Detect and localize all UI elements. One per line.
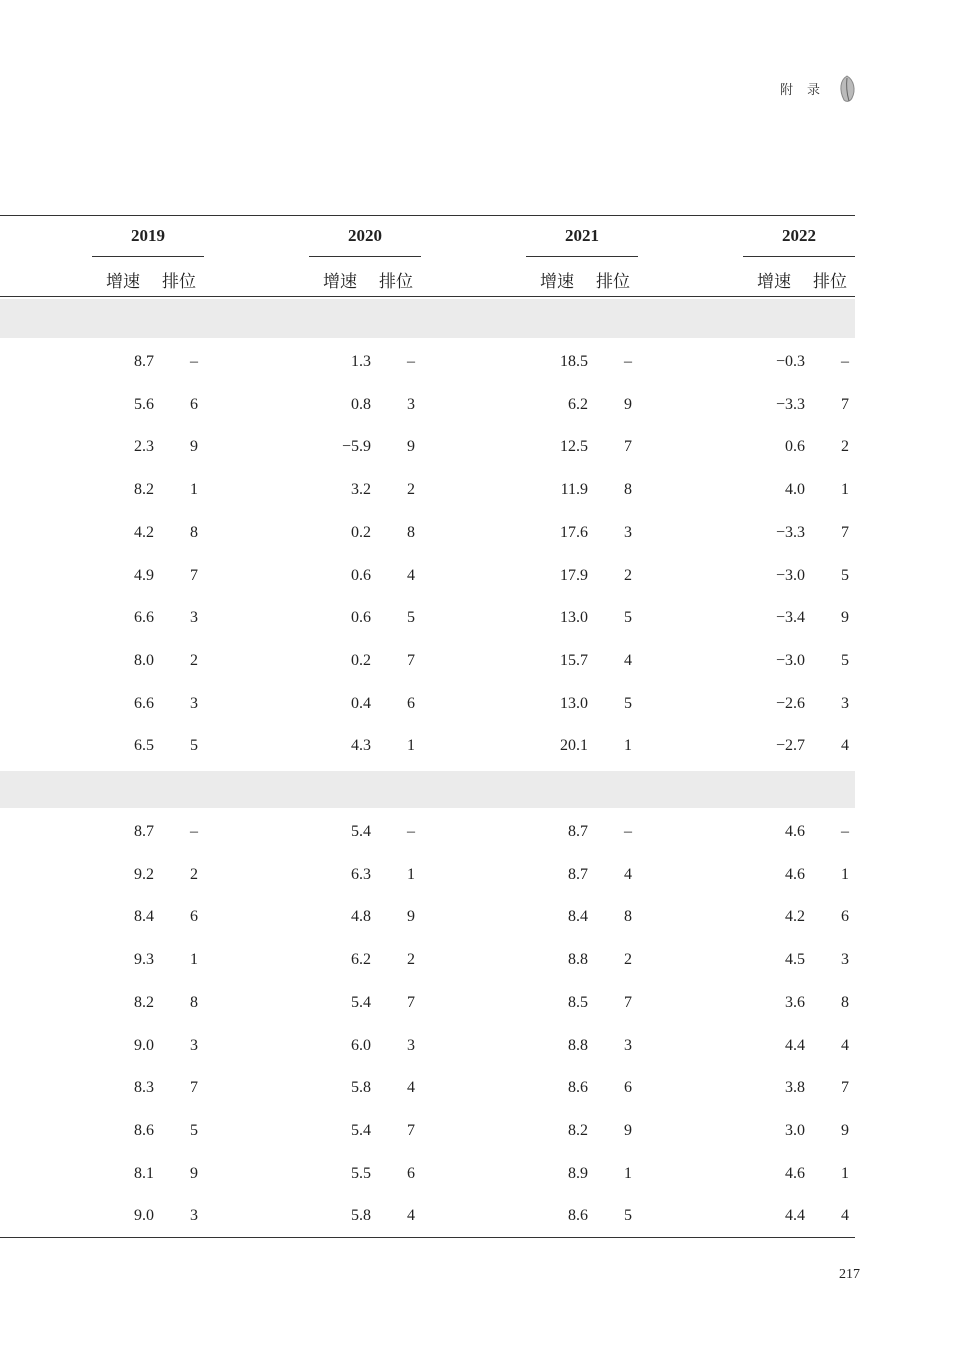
- growth-value: 4.9: [134, 566, 154, 584]
- rank-value: 4: [407, 566, 415, 584]
- rank-value: 7: [841, 523, 849, 541]
- table-row: [0, 390, 855, 420]
- table-row: [0, 646, 855, 676]
- growth-value: 8.7: [134, 823, 154, 840]
- year-header: 2022: [782, 226, 816, 245]
- page-number: 217: [839, 1267, 860, 1282]
- table-row: [0, 603, 855, 633]
- growth-value: 8.0: [134, 651, 154, 669]
- rank-value: 3: [841, 951, 849, 969]
- rank-value: 4: [407, 1207, 415, 1225]
- rank-value: 7: [190, 566, 198, 584]
- rank-value: 6: [407, 1164, 415, 1182]
- table-row: [0, 731, 855, 761]
- growth-value: 8.8: [568, 951, 588, 969]
- growth-label: 增速: [106, 272, 140, 291]
- growth-value: 3.8: [785, 1079, 805, 1097]
- table-row: [0, 945, 855, 975]
- table-row: [0, 432, 855, 462]
- growth-value: 6.0: [351, 1036, 371, 1054]
- growth-value: 17.6: [560, 523, 588, 541]
- growth-value: 4.4: [785, 1036, 805, 1054]
- growth-value: 3.0: [785, 1121, 805, 1139]
- rank-value: 8: [190, 993, 198, 1011]
- section-band-2: [0, 771, 855, 808]
- table-row: [0, 518, 855, 548]
- rank-value: 2: [190, 651, 198, 669]
- rank-value: 6: [624, 1079, 632, 1097]
- growth-value: 0.6: [351, 566, 371, 584]
- rank-value: 5: [841, 566, 849, 584]
- year-underline: [743, 256, 855, 257]
- growth-value: 15.7: [560, 651, 588, 669]
- year-underline: [309, 256, 421, 257]
- growth-value: −0.3: [775, 353, 805, 370]
- growth-value: 8.1: [134, 1164, 154, 1182]
- rank-value: –: [841, 823, 849, 840]
- growth-value: 0.8: [351, 395, 371, 413]
- growth-value: 9.0: [134, 1207, 154, 1225]
- growth-value: −3.3: [775, 523, 805, 541]
- growth-value: 13.0: [560, 609, 588, 627]
- table-row: [0, 475, 855, 505]
- year-underline: [526, 256, 638, 257]
- leaf-ornament-icon: [838, 74, 856, 104]
- rank-value: –: [190, 353, 198, 370]
- rank-value: 7: [407, 993, 415, 1011]
- rank-value: 1: [624, 737, 632, 755]
- rank-value: 3: [407, 395, 415, 413]
- rank-value: 2: [190, 865, 198, 883]
- growth-value: −3.0: [775, 651, 805, 669]
- growth-value: 20.1: [560, 737, 588, 755]
- rank-label: 排位: [379, 272, 413, 291]
- rank-value: 4: [841, 1036, 849, 1054]
- rank-label: 排位: [813, 272, 847, 291]
- rank-value: 8: [624, 908, 632, 926]
- growth-value: −2.7: [775, 737, 805, 755]
- growth-value: 9.0: [134, 1036, 154, 1054]
- rank-value: 5: [190, 1121, 198, 1139]
- growth-value: 4.2: [785, 908, 805, 926]
- rank-value: 6: [190, 395, 198, 413]
- growth-value: 8.8: [568, 1036, 588, 1054]
- rank-value: 3: [190, 1207, 198, 1225]
- rank-value: –: [407, 353, 415, 370]
- rank-value: 3: [190, 1036, 198, 1054]
- growth-value: 18.5: [560, 353, 588, 370]
- growth-value: 8.4: [134, 908, 154, 926]
- rank-value: 9: [190, 1164, 198, 1182]
- year-header: 2021: [565, 226, 599, 245]
- growth-value: 5.8: [351, 1079, 371, 1097]
- rank-value: 7: [624, 438, 632, 456]
- growth-value: 4.4: [785, 1207, 805, 1225]
- rank-value: 9: [841, 1121, 849, 1139]
- rank-value: 3: [624, 1036, 632, 1054]
- rank-value: 3: [624, 523, 632, 541]
- table-bottom-rule: [0, 1237, 855, 1238]
- growth-value: 4.2: [134, 523, 154, 541]
- growth-value: −3.0: [775, 566, 805, 584]
- rank-value: –: [407, 823, 415, 840]
- growth-value: 4.5: [785, 951, 805, 969]
- rank-value: 8: [841, 993, 849, 1011]
- growth-value: 6.2: [568, 395, 588, 413]
- rank-value: 5: [624, 694, 632, 712]
- rank-value: 8: [407, 523, 415, 541]
- growth-label: 增速: [757, 272, 791, 291]
- rank-value: 1: [841, 865, 849, 883]
- growth-value: 8.9: [568, 1164, 588, 1182]
- rank-value: 9: [624, 1121, 632, 1139]
- rank-label: 排位: [162, 272, 196, 291]
- growth-value: 8.6: [568, 1207, 588, 1225]
- rank-value: 3: [407, 1036, 415, 1054]
- rank-value: 3: [841, 694, 849, 712]
- rank-value: 1: [190, 481, 198, 499]
- growth-value: 5.4: [351, 823, 371, 840]
- rank-value: 6: [841, 908, 849, 926]
- table-row: [0, 1201, 855, 1231]
- rank-value: 5: [190, 737, 198, 755]
- rank-value: 1: [190, 951, 198, 969]
- growth-value: 4.6: [785, 823, 805, 840]
- rank-value: 7: [190, 1079, 198, 1097]
- growth-value: 8.4: [568, 908, 588, 926]
- growth-value: 6.3: [351, 865, 371, 883]
- rank-value: 2: [407, 481, 415, 499]
- growth-value: −3.3: [775, 395, 805, 413]
- rank-value: 7: [407, 1121, 415, 1139]
- growth-value: 1.3: [351, 353, 371, 370]
- rank-value: 3: [190, 609, 198, 627]
- growth-label: 增速: [323, 272, 357, 291]
- growth-value: 11.9: [560, 481, 588, 499]
- rank-value: –: [624, 823, 632, 840]
- growth-value: 5.8: [351, 1207, 371, 1225]
- growth-value: 4.6: [785, 865, 805, 883]
- growth-label: 增速: [540, 272, 574, 291]
- growth-value: 5.4: [351, 1121, 371, 1139]
- table-row: [0, 1159, 855, 1189]
- growth-value: 5.4: [351, 993, 371, 1011]
- growth-value: 5.5: [351, 1164, 371, 1182]
- growth-value: 8.2: [568, 1121, 588, 1139]
- rank-value: 1: [407, 737, 415, 755]
- rank-value: 7: [841, 395, 849, 413]
- table-row: [0, 1031, 855, 1061]
- year-underline: [92, 256, 204, 257]
- rank-value: 4: [407, 1079, 415, 1097]
- growth-value: 4.0: [785, 481, 805, 499]
- growth-value: 0.4: [351, 694, 371, 712]
- section-band-1: [0, 299, 855, 338]
- growth-value: 8.2: [134, 481, 154, 499]
- growth-value: 9.3: [134, 951, 154, 969]
- rank-value: 2: [624, 951, 632, 969]
- rank-label: 排位: [596, 272, 630, 291]
- growth-value: 9.2: [134, 865, 154, 883]
- growth-value: 8.7: [568, 865, 588, 883]
- growth-value: 3.6: [785, 993, 805, 1011]
- rank-value: 4: [624, 865, 632, 883]
- growth-value: 0.2: [351, 523, 371, 541]
- growth-value: 0.2: [351, 651, 371, 669]
- growth-value: 8.7: [134, 353, 154, 370]
- rank-value: 8: [190, 523, 198, 541]
- table-row: [0, 1073, 855, 1103]
- growth-value: 13.0: [560, 694, 588, 712]
- growth-value: 3.2: [351, 481, 371, 499]
- rank-value: 1: [841, 481, 849, 499]
- rank-value: 2: [407, 951, 415, 969]
- growth-value: −2.6: [775, 694, 805, 712]
- rank-value: 8: [624, 481, 632, 499]
- growth-value: 4.3: [351, 737, 371, 755]
- rank-value: –: [841, 353, 849, 370]
- table-header-rule: [0, 296, 855, 297]
- table-row: [0, 347, 855, 377]
- table-row: [0, 860, 855, 890]
- growth-value: 4.8: [351, 908, 371, 926]
- table-row: [0, 902, 855, 932]
- year-header: 2019: [131, 226, 165, 245]
- table-top-rule: [0, 215, 855, 216]
- rank-value: –: [190, 823, 198, 840]
- rank-value: 7: [407, 651, 415, 669]
- rank-value: 5: [407, 609, 415, 627]
- rank-value: –: [624, 353, 632, 370]
- rank-value: 6: [407, 694, 415, 712]
- rank-value: 4: [624, 651, 632, 669]
- rank-value: 5: [841, 651, 849, 669]
- growth-value: 8.3: [134, 1079, 154, 1097]
- table-row: [0, 817, 855, 847]
- rank-value: 1: [624, 1164, 632, 1182]
- growth-value: 2.3: [134, 438, 154, 456]
- rank-value: 6: [190, 908, 198, 926]
- table-row: [0, 561, 855, 591]
- rank-value: 9: [190, 438, 198, 456]
- growth-value: 8.2: [134, 993, 154, 1011]
- rank-value: 4: [841, 1207, 849, 1225]
- growth-value: 8.7: [568, 823, 588, 840]
- table-row: [0, 689, 855, 719]
- rank-value: 7: [841, 1079, 849, 1097]
- growth-value: −3.4: [775, 609, 805, 627]
- growth-value: 8.5: [568, 993, 588, 1011]
- year-header: 2020: [348, 226, 382, 245]
- growth-value: 6.2: [351, 951, 371, 969]
- rank-value: 2: [841, 438, 849, 456]
- rank-value: 9: [407, 908, 415, 926]
- growth-value: 12.5: [560, 438, 588, 456]
- table-row: [0, 988, 855, 1018]
- rank-value: 1: [407, 865, 415, 883]
- rank-value: 5: [624, 609, 632, 627]
- growth-value: 6.6: [134, 694, 154, 712]
- growth-value: 0.6: [351, 609, 371, 627]
- growth-value: 6.6: [134, 609, 154, 627]
- rank-value: 4: [841, 737, 849, 755]
- growth-value: 4.6: [785, 1164, 805, 1182]
- growth-value: 0.6: [785, 438, 805, 456]
- rank-value: 7: [624, 993, 632, 1011]
- growth-value: 8.6: [568, 1079, 588, 1097]
- rank-value: 9: [624, 395, 632, 413]
- rank-value: 9: [407, 438, 415, 456]
- growth-value: −5.9: [341, 438, 371, 456]
- growth-value: 6.5: [134, 737, 154, 755]
- rank-value: 3: [190, 694, 198, 712]
- rank-value: 1: [841, 1164, 849, 1182]
- growth-value: 5.6: [134, 395, 154, 413]
- rank-value: 2: [624, 566, 632, 584]
- table-row: [0, 1116, 855, 1146]
- rank-value: 9: [841, 609, 849, 627]
- growth-value: 8.6: [134, 1121, 154, 1139]
- rank-value: 5: [624, 1207, 632, 1225]
- growth-value: 17.9: [560, 566, 588, 584]
- running-header: 附录: [779, 82, 834, 97]
